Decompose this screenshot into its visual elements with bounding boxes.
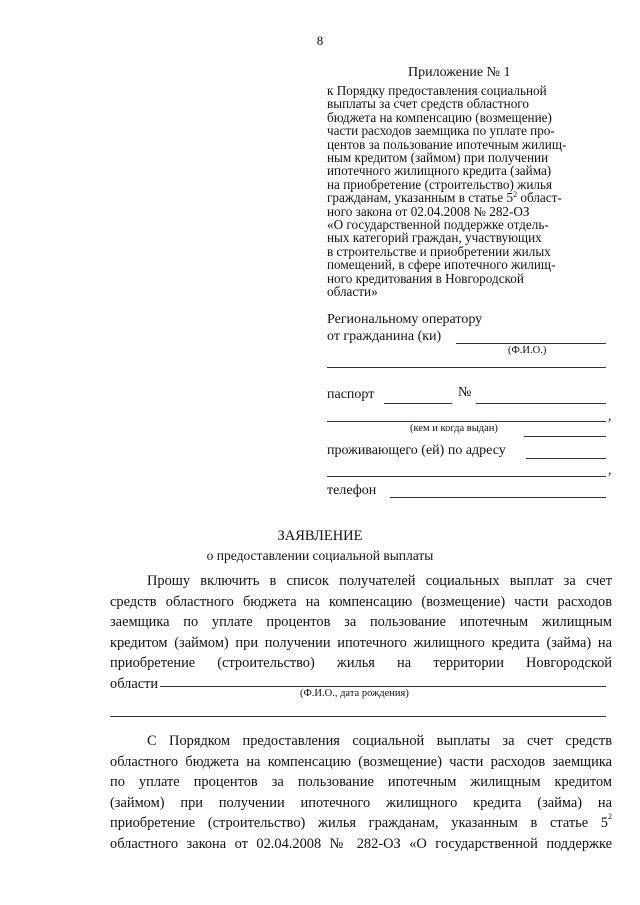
paragraph-line: Прошу включить в список получателей социальных выплат за счет	[147, 573, 612, 589]
fio-field-line-2[interactable]	[327, 367, 606, 368]
appendix-line: ным кредитом (займом) при получении	[327, 150, 549, 166]
appendix-article-text: гражданам, указанным в статье 5	[327, 190, 514, 206]
request-paragraph	[110, 571, 612, 695]
appendix-line: помещений, в сфере ипотечного жилищ-	[327, 257, 556, 273]
paragraph-line: С Порядком предоставления социальной выплаты за счет средств	[147, 733, 612, 749]
appendix-line: на приобретение (строительство) жилья	[327, 176, 553, 192]
paragraph-article-text: приобретение (строительство) жилья гражданам, указанным в статье 5	[110, 815, 608, 832]
paragraph-line: средств областного бюджета на компенсацию (возмещение) части расходов	[110, 593, 612, 610]
paragraph-line: области	[110, 675, 159, 692]
appendix-title: Приложение № 1	[408, 65, 511, 80]
appendix-line: к Порядку предоставления социальной	[327, 83, 547, 98]
appendix-line: бюджета на компенсацию (возмещение)	[327, 109, 552, 125]
appendix-line: выплаты за счет средств областного	[327, 96, 529, 112]
appendix-line: ного кредитования в Новгородской	[327, 270, 524, 286]
comma: ,	[608, 463, 612, 478]
paragraph-line: по уплате процентов за пользование ипотечным жилищным кредитом	[110, 774, 612, 791]
paragraph-line: приобретение (строительство) жилья на территории Новгородской	[110, 655, 612, 672]
phone-label: телефон	[327, 483, 377, 498]
passport-number-sign: №	[458, 385, 472, 400]
from-citizen-label: от гражданина (ки)	[327, 329, 442, 344]
appendix-line: области»	[327, 284, 378, 300]
paragraph-line: заемщика по уплате процентов за пользование ипотечным жилищным	[110, 614, 612, 631]
appendix-line-article	[327, 191, 607, 204]
issued-caption: (кем и когда выдан)	[410, 423, 498, 434]
phone-line[interactable]	[390, 497, 606, 498]
appendix-line: в строительстве и приобретении жилых	[327, 243, 551, 259]
appendix-line: центов за пользование ипотечным жилищ-	[327, 136, 567, 152]
address-line-1[interactable]	[526, 458, 606, 459]
fio-caption: (Ф.И.О.)	[508, 345, 547, 356]
recipient-label: Региональному оператору	[327, 312, 483, 327]
appendix-line: части расходов заемщика по уплате про-	[327, 123, 555, 139]
passport-number-line[interactable]	[476, 403, 606, 404]
address-line-2[interactable]	[327, 476, 606, 477]
applicant-name-line-2[interactable]	[110, 716, 606, 717]
acknowledgement-paragraph	[110, 731, 612, 855]
applicant-name-line[interactable]	[160, 686, 606, 687]
comma: ,	[608, 409, 612, 424]
paragraph-line: (займом) при получении ипотечного жилищного кредита (займа) на	[110, 794, 612, 811]
article-superscript: 2	[513, 190, 518, 200]
article-superscript: 2	[608, 812, 612, 822]
passport-series-line[interactable]	[384, 403, 452, 404]
fio-field-line[interactable]	[456, 343, 606, 344]
statement-subtitle: о предоставлении социальной выплаты	[206, 548, 434, 563]
paragraph-line: областного бюджета на компенсацию (возмещение) части расходов заемщика	[110, 753, 612, 770]
name-birthdate-caption: (Ф.И.О., дата рождения)	[300, 688, 409, 699]
appendix-line: ного закона от 02.04.2008 № 282-ОЗ	[327, 203, 530, 219]
passport-issued-line-2[interactable]	[524, 436, 606, 437]
appendix-line: ипотечного жилищного кредита (займа)	[327, 163, 552, 179]
paragraph-line: кредитом (займом) при получении ипотечного жилищного кредита (займа) на	[110, 634, 612, 651]
paragraph-line-article	[110, 813, 612, 834]
passport-issued-line[interactable]	[327, 421, 606, 422]
statement-title: ЗАЯВЛЕНИЕ	[277, 528, 363, 544]
passport-label: паспорт	[327, 387, 375, 402]
appendix-reference	[327, 84, 607, 299]
appendix-article-tail: област-	[517, 190, 562, 206]
appendix-line: ных категорий граждан, участвующих	[327, 230, 542, 246]
address-label: проживающего (ей) по адресу	[327, 443, 506, 458]
page-number: 8	[316, 33, 324, 48]
paragraph-line: областного закона от 02.04.2008 № 282-ОЗ «О государственной поддержке	[110, 835, 612, 852]
appendix-line: «О государственной поддержке отдель-	[327, 217, 549, 233]
